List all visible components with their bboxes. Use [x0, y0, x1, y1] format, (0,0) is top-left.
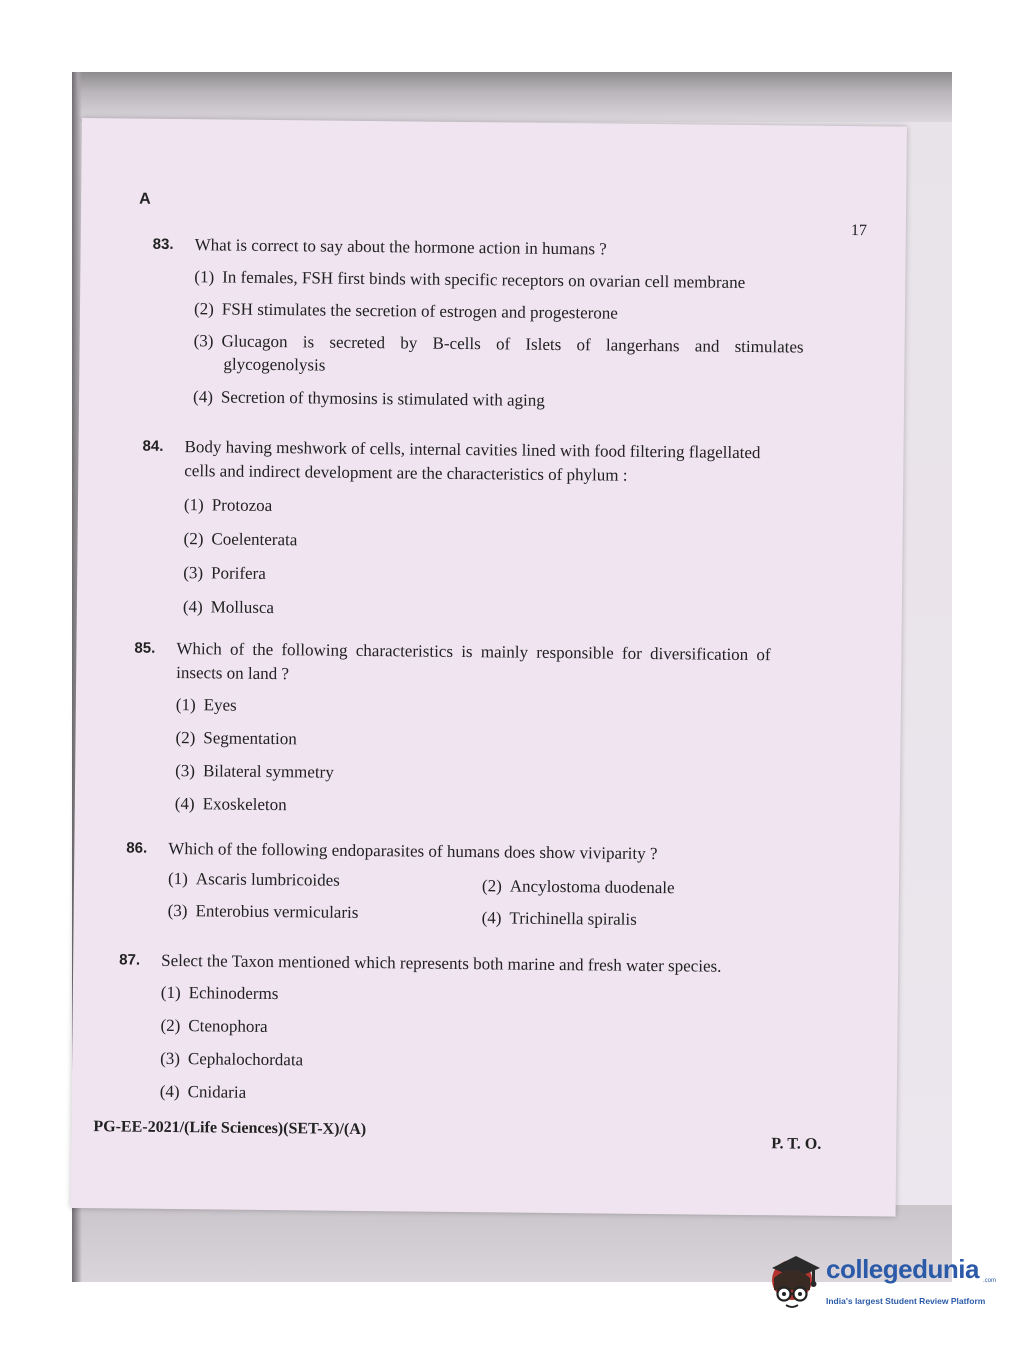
option-3: (3) Porifera: [183, 563, 266, 583]
option-1: (1) In females, FSH first binds with specific receptors on ovarian cell membrane: [194, 267, 746, 292]
question-text-continued: cells and indirect development are the characteristics of phylum :: [184, 461, 628, 485]
question-83: [151, 233, 853, 440]
option-1: (1) Echinoderms: [160, 982, 279, 1004]
option-3: (3) Glucagon is secreted by B-cells of Islets of langerhans and stimulates: [193, 331, 804, 357]
question-number: 83.: [152, 235, 174, 253]
question-text: What is correct to say about the hormone action in humans ?: [194, 235, 607, 259]
exam-code-footer: PG-EE-2021/(Life Sciences)(SET-X)/(A): [93, 1118, 367, 1139]
option-2: (2) Segmentation: [175, 728, 297, 749]
scan-top-shadow: [72, 72, 952, 122]
option-3: (3) Bilateral symmetry: [175, 761, 334, 782]
logo-tagline: India's largest Student Review Platform: [826, 1296, 986, 1306]
exam-page: [71, 118, 907, 1217]
question-number: 86.: [126, 839, 148, 857]
question-number: 84.: [142, 437, 164, 455]
option-4: (4) Exoskeleton: [174, 794, 287, 815]
page-number: 17: [850, 222, 867, 240]
question-text-continued: insects on land ?: [176, 663, 290, 684]
option-2: (2) Coelenterata: [183, 529, 298, 550]
option-4: (4) Cnidaria: [159, 1081, 247, 1102]
option-4: (4) Secretion of thymosins is stimulated with aging: [192, 387, 545, 410]
option-1: (1) Ascaris lumbricoides: [167, 868, 340, 890]
question-text: Which of the following characteristics is mainly responsible for diversification of: [176, 639, 771, 665]
question-84: [141, 435, 863, 633]
question-text: Select the Taxon mentioned which represents both marine and fresh water species.: [161, 950, 722, 976]
question-text: Which of the following endoparasites of humans does show viviparity ?: [168, 838, 658, 864]
option-2: (2) Ctenophora: [160, 1015, 268, 1036]
option-3-continued: glycogenolysis: [223, 354, 326, 375]
question-number: 85.: [134, 639, 156, 657]
option-1: (1) Eyes: [175, 695, 237, 715]
option-2: (2) Ancylostoma duodenale: [481, 876, 675, 898]
question-number: 87.: [119, 951, 141, 969]
collegedunia-logo: [768, 1248, 998, 1318]
question-86: [125, 837, 846, 945]
option-4: (4) Mollusca: [182, 597, 275, 618]
option-1: (1) Protozoa: [183, 495, 273, 516]
graduation-cap-mascot-icon: [768, 1250, 822, 1312]
please-turn-over: P. T. O.: [771, 1135, 822, 1153]
question-87: [118, 948, 840, 1126]
question-text: Body having meshwork of cells, internal cavities lined with food filtering flagellated: [184, 437, 761, 463]
question-85: [133, 637, 855, 825]
logo-name: collegedunia: [826, 1254, 979, 1284]
option-3: (3) Enterobius vermicularis: [167, 900, 359, 922]
option-2: (2) FSH stimulates the secretion of estrogen and progesterone: [193, 299, 619, 323]
option-4: (4) Trichinella spiralis: [481, 908, 637, 929]
logo-domain: .com: [983, 1278, 997, 1284]
set-letter: A: [139, 190, 151, 208]
option-3: (3) Cephalochordata: [160, 1048, 304, 1070]
